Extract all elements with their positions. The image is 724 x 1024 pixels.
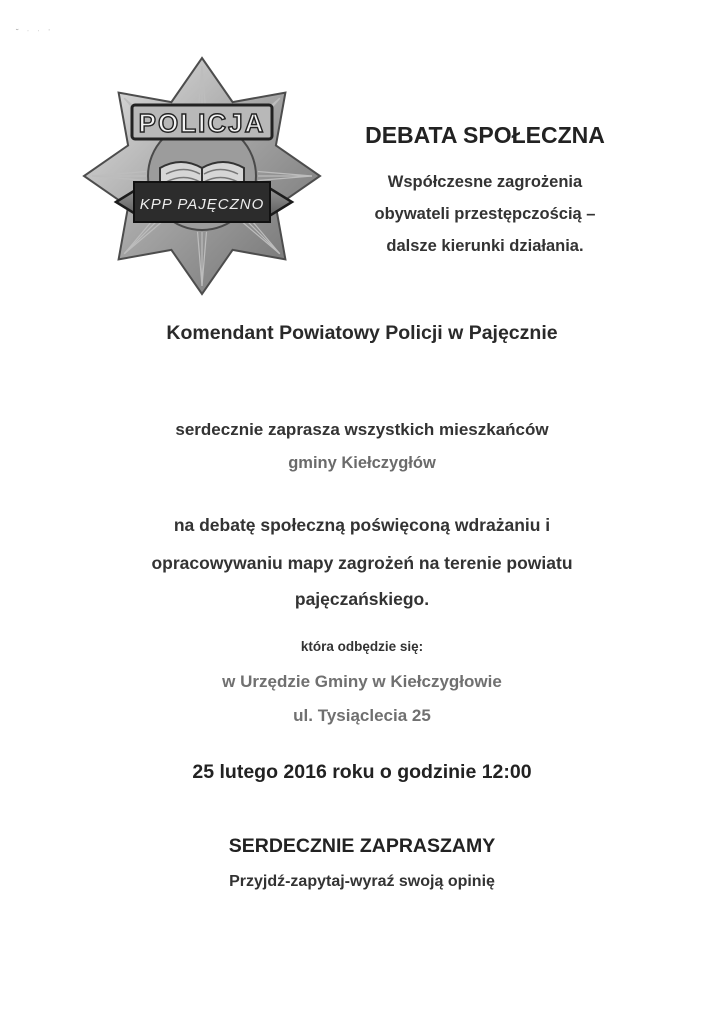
date-line: 25 lutego 2016 roku o godzinie 12:00 xyxy=(192,761,532,783)
debate-line-3: pajęczańskiego. xyxy=(294,589,430,609)
police-star-badge-icon xyxy=(80,52,324,296)
unit-label: KPP PAJĘCZNO xyxy=(139,196,265,213)
host-line: Komendant Powiatowy Policji w Pajęcznie xyxy=(166,322,558,344)
policja-plate xyxy=(132,105,272,139)
subtitle-line-1: Współczesne zagrożenia xyxy=(387,173,583,191)
unit-ribbon xyxy=(116,182,292,222)
debate-line-2: opracowywaniu mapy zagrożeń na terenie powiatu xyxy=(151,553,573,573)
closing-line: SERDECZNIE ZAPRASZAMY xyxy=(228,835,496,857)
debate-line-1: na debatę społeczną poświęconą wdrażaniu i xyxy=(173,515,551,535)
subtitle-line-2: obywateli przestępczością – xyxy=(374,205,596,223)
event-intro: która odbędzie się: xyxy=(300,639,424,654)
subtitle-line-3: dalsze kierunki działania. xyxy=(386,237,584,255)
street-line: ul. Tysiąclecia 25 xyxy=(293,706,431,725)
poster-title: DEBATA SPOŁECZNA xyxy=(365,122,605,148)
scan-speck: ˘ ˑ ˑ ˈ xyxy=(16,28,54,37)
venue-line: w Urzędzie Gminy w Kiełczygłowie xyxy=(222,672,502,691)
gmina-line: gminy Kiełczygłów xyxy=(288,454,436,472)
policja-label: POLICJA xyxy=(138,108,266,138)
invitation-line: serdecznie zaprasza wszystkich mieszkańców xyxy=(175,420,549,439)
slogan-line: Przyjdź-zapytaj-wyraź swoją opinię xyxy=(229,873,495,890)
